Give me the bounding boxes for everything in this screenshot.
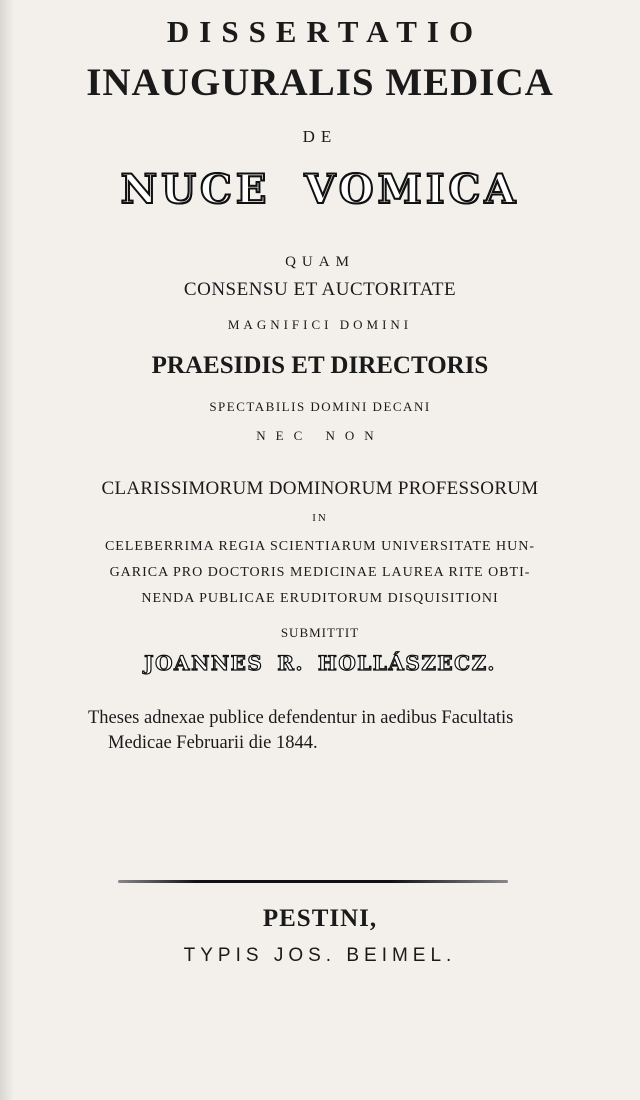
line-celeberrima-1: CELEBERRIMA REGIA SCIENTIARUM UNIVERSITATE HUN- bbox=[104, 539, 536, 554]
author-first-name: JOANNES bbox=[144, 651, 264, 675]
line-clarissimorum: CLARISSIMORUM DOMINORUM PROFESSORUM bbox=[101, 478, 539, 499]
imprint-place: PESTINI, bbox=[262, 905, 378, 932]
subject-title bbox=[0, 166, 640, 213]
subject-word-vomica: VOMICA bbox=[304, 166, 520, 213]
heading-inauguralis-medica: INAUGURALIS MEDICA bbox=[86, 61, 554, 104]
word-quam: QUAM bbox=[285, 254, 355, 270]
subject-word-nuce: NUCE bbox=[120, 166, 271, 213]
word-in: IN bbox=[312, 512, 328, 524]
word-de: DE bbox=[302, 127, 338, 146]
author-name bbox=[0, 651, 640, 675]
author-surname: HOLLÁSZECZ. bbox=[317, 651, 496, 675]
author-initial: R. bbox=[277, 651, 304, 675]
heading-dissertatio: DISSERTATIO bbox=[166, 14, 484, 49]
line-consensu: CONSENSU ET AUCTORITATE bbox=[183, 279, 457, 300]
line-praesidis: PRAESIDIS ET DIRECTORIS bbox=[151, 352, 489, 379]
line-nec-non: NEC NON bbox=[256, 428, 384, 443]
line-celeberrima-3: NENDA PUBLICAE ERUDITORUM DISQUISITIONI bbox=[141, 591, 499, 606]
date-line: Medicae Februarii die 1844. bbox=[108, 733, 318, 753]
imprint-printer: TYPIS JOS. BEIMEL. bbox=[183, 945, 457, 966]
divider-rule bbox=[118, 880, 508, 883]
line-spectabilis: SPECTABILIS DOMINI DECANI bbox=[209, 399, 431, 414]
word-submittit: SUBMITTIT bbox=[280, 625, 360, 640]
theses-line: Theses adnexae publice defendentur in aedibus Facultatis bbox=[88, 708, 514, 728]
line-celeberrima-2: GARICA PRO DOCTORIS MEDICINAE LAUREA RITE OBTI- bbox=[109, 565, 531, 580]
line-magnifici: MAGNIFICI DOMINI bbox=[227, 317, 413, 332]
